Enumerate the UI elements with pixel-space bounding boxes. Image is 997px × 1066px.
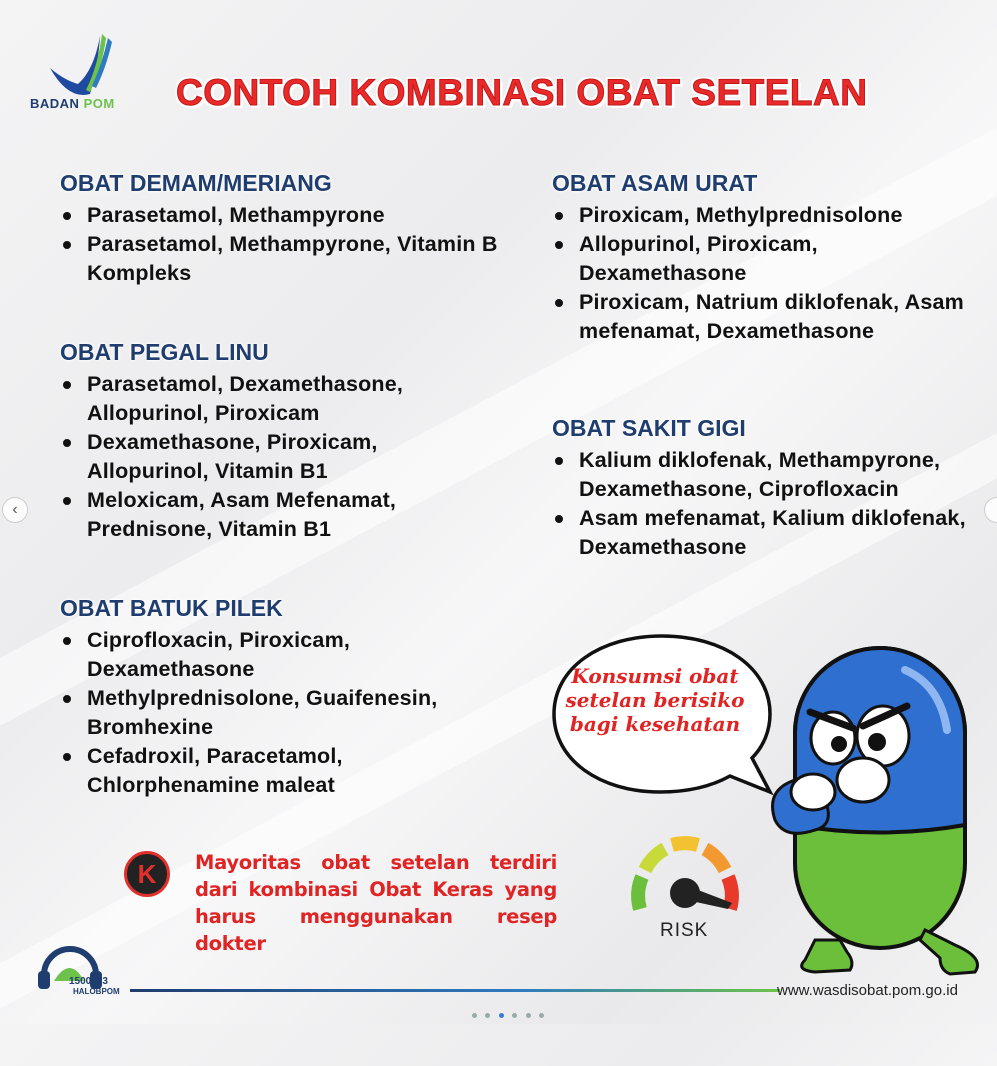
- list-item: Allopurinol, Piroxicam, Dexamethasone: [552, 230, 982, 288]
- list-item: Ciprofloxacin, Piroxicam, Dexamethasone: [60, 626, 480, 684]
- list-item: Asam mefenamat, Kalium diklofenak, Dexamethasone: [552, 504, 982, 562]
- carousel-dot[interactable]: [512, 1013, 517, 1018]
- footer-divider: [130, 989, 780, 992]
- list-item: Parasetamol, Methampyrone, Vitamin B Kompleks: [60, 230, 500, 288]
- list-item: Meloxicam, Asam Mefenamat, Prednisone, Vitamin B1: [60, 486, 490, 544]
- section-heading: OBAT BATUK PILEK: [60, 595, 283, 621]
- carousel-next-button[interactable]: [984, 497, 997, 523]
- carousel-dot[interactable]: [485, 1013, 490, 1018]
- page-title: CONTOH KOMBINASI OBAT SETELAN: [176, 72, 868, 113]
- hotline-number: 1500533: [69, 976, 108, 987]
- warning-note: Mayoritas obat setelan terdiri dari kombinasi Obat Keras yang harus menggunakan resep dokter: [195, 851, 557, 955]
- section-heading: OBAT PEGAL LINU: [60, 339, 269, 365]
- section-heading: OBAT DEMAM/MERIANG: [60, 170, 332, 196]
- section-asam-urat: [552, 170, 982, 346]
- logo-text-pom: POM: [83, 96, 115, 111]
- logo-text: [30, 96, 115, 111]
- item-list: [60, 370, 490, 544]
- list-item: Methylprednisolone, Guaifenesin, Bromhexine: [60, 684, 480, 742]
- section-demam: [60, 170, 500, 288]
- carousel-dot[interactable]: [539, 1013, 544, 1018]
- carousel-dot-active[interactable]: [499, 1013, 504, 1018]
- section-heading: OBAT ASAM URAT: [552, 170, 758, 196]
- section-batuk-pilek: [60, 595, 480, 800]
- hotline-label: HALOBPOM: [73, 987, 120, 996]
- carousel-dots: [470, 1005, 546, 1023]
- section-heading: OBAT SAKIT GIGI: [552, 415, 746, 441]
- chevron-left-icon: ‹: [12, 501, 18, 518]
- item-list: [60, 201, 500, 288]
- list-item: Cefadroxil, Paracetamol, Chlorphenamine maleat: [60, 742, 480, 800]
- section-pegal-linu: [60, 339, 490, 544]
- section-sakit-gigi: [552, 415, 982, 562]
- logo-text-badan: BADAN: [30, 96, 80, 111]
- list-item: Parasetamol, Dexamethasone, Allopurinol, Piroxicam: [60, 370, 490, 428]
- speech-bubble-text: Konsumsi obat setelan berisiko bagi kesehatan: [565, 664, 745, 736]
- item-list: [552, 201, 982, 346]
- obat-keras-badge: [124, 851, 170, 897]
- risk-label: RISK: [660, 920, 709, 941]
- carousel-dot[interactable]: [472, 1013, 477, 1018]
- list-item: Parasetamol, Methampyrone: [60, 201, 500, 230]
- carousel-prev-button[interactable]: [2, 497, 28, 523]
- website-link[interactable]: www.wasdisobat.pom.go.id: [777, 982, 958, 999]
- carousel-dot[interactable]: [526, 1013, 531, 1018]
- obat-keras-letter: K: [137, 858, 157, 889]
- capsule-mascot-icon: [755, 640, 995, 980]
- item-list: [552, 446, 982, 562]
- list-item: Piroxicam, Natrium diklofenak, Asam mefenamat, Dexamethasone: [552, 288, 982, 346]
- list-item: Piroxicam, Methylprednisolone: [552, 201, 982, 230]
- list-item: Dexamethasone, Piroxicam, Allopurinol, Vitamin B1: [60, 428, 490, 486]
- item-list: [60, 626, 480, 800]
- list-item: Kalium diklofenak, Methampyrone, Dexamethasone, Ciprofloxacin: [552, 446, 982, 504]
